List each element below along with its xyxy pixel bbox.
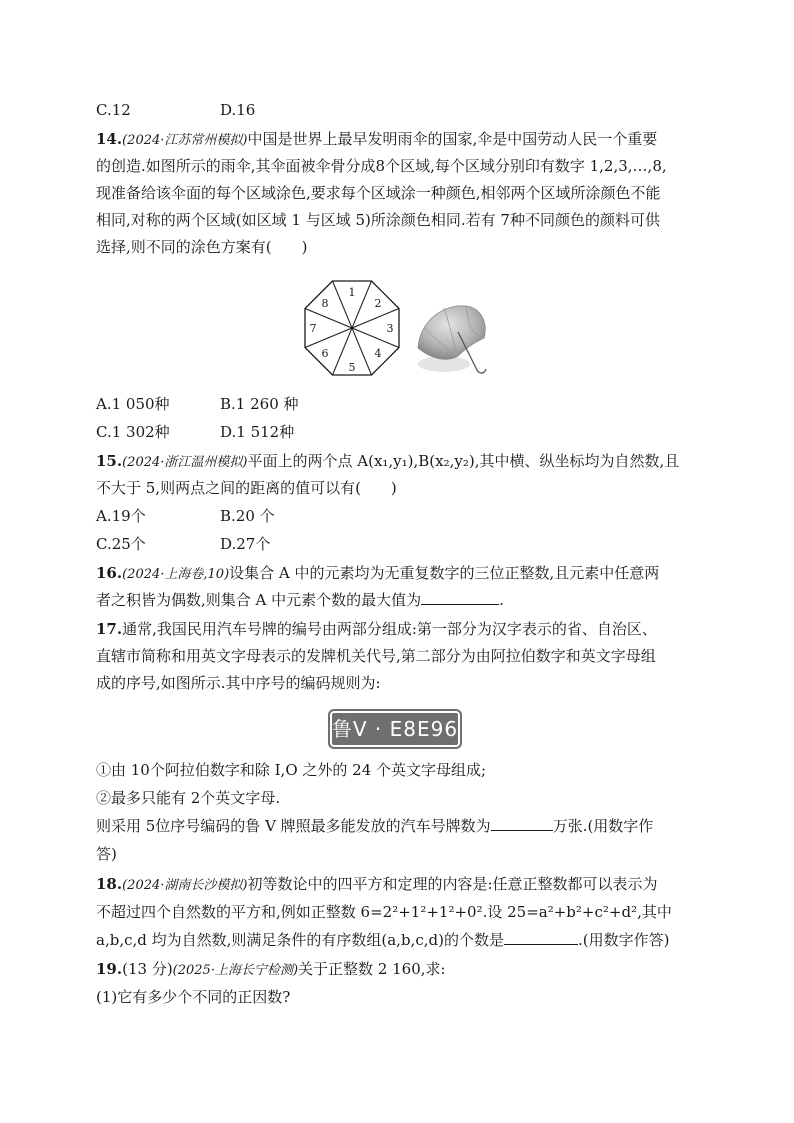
- q16-number: 16.: [96, 564, 123, 582]
- region-label-1: 1: [348, 286, 356, 299]
- q18-line-3: [96, 928, 669, 952]
- region-label-8: 8: [321, 297, 329, 310]
- region-label-2: 2: [374, 297, 382, 310]
- region-label-7: 7: [309, 322, 317, 335]
- q19-sub-1: (1)它有多少个不同的正因数?: [96, 988, 291, 1006]
- q14-line-3: 现准备给该伞面的每个区域涂色,要求每个区域涂一种颜色,相邻两个区域所涂颜色不能: [96, 184, 661, 202]
- q17-text-a-end: 万张.(用数字作: [552, 817, 654, 835]
- q14-source: (2024·江苏常州模拟): [122, 133, 248, 148]
- q16-text-1: 设集合 A 中的元素均为无重复数字的三位正整数,且元素中任意两: [229, 564, 660, 582]
- q15-source: (2024·浙江温州模拟): [122, 455, 248, 470]
- q15-option-d: D.27个: [220, 535, 271, 553]
- q16-answer-blank[interactable]: [421, 588, 499, 605]
- q14-line-5: 选择,则不同的涂色方案有( ): [96, 238, 308, 256]
- q17-text-a: 则采用 5位序号编码的鲁 V 牌照最多能发放的汽车号牌数为: [96, 817, 491, 835]
- q16-line-1: [96, 561, 659, 587]
- q14-option-d: D.1 512种: [220, 423, 295, 441]
- q14-option-a: A.1 050种: [96, 395, 170, 413]
- q19-text-1: 关于正整数 2 160,求:: [298, 960, 446, 978]
- q17-line-b: 答): [96, 845, 117, 863]
- q13-option-d: D.16: [220, 101, 256, 119]
- q14-line-1: [96, 127, 657, 153]
- q17-answer-blank[interactable]: [491, 814, 553, 831]
- q17-rule-2: ②最多只能有 2个英文字母.: [96, 789, 281, 807]
- q17-line-1: [96, 617, 657, 641]
- q19-source: (2025·上海长宁检测): [172, 963, 299, 978]
- umbrella-photo: [414, 298, 496, 380]
- q15-option-c: C.25个: [96, 535, 146, 553]
- q18-text-1: 初等数论中的四平方和定理的内容是:任意正整数都可以表示为: [247, 875, 658, 893]
- q16-text-2: 者之积皆为偶数,则集合 A 中元素个数的最大值为: [96, 591, 422, 609]
- q17-line-3: 成的序号,如图所示.其中序号的编码规则为:: [96, 674, 381, 692]
- q14-text-1: 中国是世界上最早发明雨伞的国家,伞是中国劳动人民一个重要: [247, 130, 658, 148]
- q18-text-3-end: .(用数字作答): [577, 931, 670, 949]
- q14-number: 14.: [96, 130, 123, 148]
- region-label-4: 4: [374, 347, 382, 360]
- q14-option-c: C.1 302种: [96, 423, 170, 441]
- q18-text-3: a,b,c,d 均为自然数,则满足条件的有序数组(a,b,c,d)的个数是: [96, 931, 504, 949]
- q18-source: (2024·湖南长沙模拟): [122, 878, 248, 893]
- q15-line-1: [96, 449, 679, 475]
- q15-text-1: 平面上的两个点 A(x₁,y₁),B(x₂,y₂),其中横、纵坐标均为自然数,且: [247, 452, 680, 470]
- q19-score: (13 分): [122, 960, 173, 978]
- q13-option-c: C.12: [96, 101, 131, 119]
- region-label-6: 6: [321, 347, 329, 360]
- q15-option-a: A.19个: [96, 507, 146, 525]
- q19-number: 19.: [96, 960, 123, 978]
- q18-number: 18.: [96, 875, 123, 893]
- q18-line-1: [96, 872, 658, 898]
- q14-option-b: B.1 260 种: [220, 395, 299, 413]
- q14-line-4: 相同,对称的两个区域(如区域 1 与区域 5)所涂颜色相同.若有 7种不同颜色的颜料可供: [96, 211, 660, 229]
- region-label-3: 3: [386, 322, 394, 335]
- q15-number: 15.: [96, 452, 123, 470]
- q15-line-2: 不大于 5,则两点之间的距离的值可以有( ): [96, 479, 397, 497]
- q16-line-2: [96, 588, 504, 612]
- q16-end: .: [499, 591, 504, 609]
- q18-line-2: 不超过四个自然数的平方和,例如正整数 6=2²+1²+1²+0².设 25=a²+b²+c²+d²,其中: [96, 903, 672, 921]
- q19-line-1: [96, 957, 446, 983]
- q17-line-a: [96, 814, 653, 838]
- q17-text-1: 通常,我国民用汽车号牌的编号由两部分组成:第一部分为汉字表示的省、自治区、: [122, 620, 657, 638]
- q17-rule-1: ①由 10个阿拉伯数字和除 I,O 之外的 24 个英文字母组成;: [96, 761, 487, 779]
- q18-answer-blank[interactable]: [504, 928, 578, 945]
- region-label-5: 5: [348, 361, 356, 374]
- q17-number: 17.: [96, 620, 123, 638]
- q14-line-2: 的创造.如图所示的雨伞,其伞面被伞骨分成8个区域,每个区域分别印有数字 1,2,3,…,8,: [96, 157, 667, 175]
- q17-line-2: 直辖市简称和用英文字母表示的发牌机关代号,第二部分为由阿拉伯数字和英文字母组: [96, 647, 656, 665]
- q15-option-b: B.20 个: [220, 507, 275, 525]
- q16-source: (2024·上海卷,10): [122, 567, 230, 582]
- license-plate: 鲁V · E8E96: [328, 709, 462, 749]
- octagon-umbrella-diagram: [302, 278, 402, 378]
